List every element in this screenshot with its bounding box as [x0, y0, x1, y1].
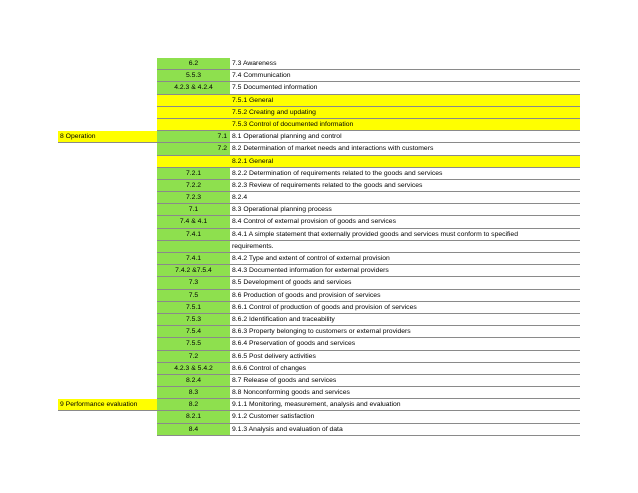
- old-clause-cell[interactable]: 6.2: [157, 58, 230, 70]
- old-clause-cell[interactable]: 8.2.1: [157, 411, 230, 423]
- old-clause-cell[interactable]: 7.2.2: [157, 180, 230, 192]
- table-row: [58, 424, 580, 436]
- new-clause-cell[interactable]: 9.1.1 Monitoring, measurement, analysis and evaluation: [232, 401, 401, 409]
- table-row: [58, 338, 580, 350]
- old-clause-cell[interactable]: 7.5.3: [157, 314, 230, 326]
- table-row: [58, 241, 580, 253]
- new-clause-cell[interactable]: 8.4.1 A simple statement that externally provided goods and services must conform to specified: [232, 230, 518, 238]
- clause-group-cell[interactable]: [58, 58, 157, 70]
- clause-group-cell[interactable]: [58, 180, 157, 192]
- clause-group-cell[interactable]: [58, 253, 157, 265]
- table-row: [58, 70, 580, 82]
- new-clause-cell[interactable]: 7.5.2 Creating and updating: [230, 107, 580, 119]
- new-clause-cell[interactable]: 7.5.3 Control of documented information: [230, 119, 580, 131]
- old-clause-cell[interactable]: 7.3: [157, 277, 230, 289]
- new-clause-cell[interactable]: 8.4.3 Documented information for external providers: [232, 267, 389, 275]
- new-clause-cell[interactable]: 8.6.2 Identification and traceability: [232, 315, 335, 323]
- clause-group-cell[interactable]: [58, 387, 157, 399]
- table-row: [58, 253, 580, 265]
- new-clause-cell[interactable]: 8.6.4 Preservation of goods and services: [232, 340, 356, 348]
- new-clause-cell[interactable]: 8.2.4: [232, 194, 248, 202]
- clause-group-cell[interactable]: [58, 314, 157, 326]
- clause-group-cell[interactable]: [58, 363, 157, 375]
- table-row: [58, 107, 580, 119]
- table-row: [58, 156, 580, 168]
- clause-group-cell[interactable]: [58, 326, 157, 338]
- clause-group-cell[interactable]: [58, 192, 157, 204]
- table-row: [58, 290, 580, 302]
- table-row: [58, 411, 580, 423]
- clause-group-cell[interactable]: [58, 241, 157, 253]
- old-clause-cell[interactable]: 7.2.3: [157, 192, 230, 204]
- new-clause-cell[interactable]: 8.6.1 Control of production of goods and provision of services: [232, 303, 417, 311]
- clause-group-cell[interactable]: [58, 168, 157, 180]
- old-clause-cell[interactable]: 7.5: [157, 290, 230, 302]
- old-clause-cell[interactable]: 7.5.1: [157, 302, 230, 314]
- new-clause-cell[interactable]: 8.2.1 General: [230, 156, 580, 168]
- table-row: [58, 363, 580, 375]
- clause-group-cell[interactable]: [58, 156, 157, 168]
- new-clause-cell[interactable]: 7.5.1 General: [230, 95, 580, 107]
- new-clause-cell[interactable]: 8.6.3 Property belonging to customers or external providers: [232, 328, 411, 336]
- clause-group-cell[interactable]: [58, 119, 157, 131]
- old-clause-cell[interactable]: 7.2: [157, 351, 230, 363]
- row-divider: [157, 435, 580, 436]
- table-row: [58, 82, 580, 94]
- table-row: [58, 351, 580, 363]
- table-row: [58, 131, 580, 143]
- clause-group-cell[interactable]: 9 Performance evaluation: [58, 399, 157, 411]
- clause-group-cell[interactable]: [58, 229, 157, 241]
- table-row: [58, 375, 580, 387]
- new-clause-cell[interactable]: 8.6 Production of goods and provision of services: [232, 291, 381, 299]
- clause-group-cell[interactable]: [58, 411, 157, 423]
- clause-group-cell[interactable]: [58, 143, 157, 155]
- new-clause-cell[interactable]: 8.5 Development of goods and services: [232, 279, 352, 287]
- old-clause-cell[interactable]: 7.2: [157, 143, 230, 155]
- old-clause-cell[interactable]: 7.5.5: [157, 338, 230, 350]
- table-row: [58, 168, 580, 180]
- old-clause-cell[interactable]: 8.3: [157, 387, 230, 399]
- old-clause-cell[interactable]: 8.4: [157, 424, 230, 436]
- table-row: [58, 314, 580, 326]
- old-clause-cell[interactable]: 7.1: [157, 131, 230, 143]
- clause-group-cell[interactable]: [58, 302, 157, 314]
- clause-group-cell[interactable]: [58, 216, 157, 228]
- clause-group-cell[interactable]: [58, 265, 157, 277]
- new-clause-cell[interactable]: 8.7 Release of goods and services: [232, 376, 337, 384]
- table-row: [58, 95, 580, 107]
- clause-group-cell[interactable]: [58, 424, 157, 436]
- new-clause-cell[interactable]: 8.1 Operational planning and control: [232, 133, 342, 141]
- new-clause-cell[interactable]: 7.4 Communication: [232, 72, 291, 80]
- clause-group-cell[interactable]: [58, 290, 157, 302]
- table-row: [58, 143, 580, 155]
- new-clause-cell[interactable]: 8.4 Control of external provision of goods and services: [232, 218, 396, 226]
- clause-group-cell[interactable]: [58, 107, 157, 119]
- clause-group-cell[interactable]: 8 Operation: [58, 131, 157, 143]
- table-row: [58, 192, 580, 204]
- table-row: [58, 326, 580, 338]
- clause-group-cell[interactable]: [58, 375, 157, 387]
- old-clause-cell[interactable]: 8.2: [157, 399, 230, 411]
- clause-group-cell[interactable]: [58, 70, 157, 82]
- old-clause-cell[interactable]: 4.2.3 & 5.4.2: [157, 363, 230, 375]
- new-clause-cell[interactable]: 7.3 Awareness: [232, 60, 277, 67]
- old-clause-cell[interactable]: 7.4 & 4.1: [157, 216, 230, 228]
- table-row: [58, 58, 580, 70]
- table-row: [58, 119, 580, 131]
- old-clause-cell[interactable]: 5.5.3: [157, 70, 230, 82]
- new-clause-cell[interactable]: 8.8 Nonconforming goods and services: [232, 389, 350, 397]
- new-clause-cell[interactable]: 9.1.3 Analysis and evaluation of data: [232, 425, 343, 433]
- table-row: [58, 229, 580, 241]
- new-clause-cell[interactable]: 8.2 Determination of market needs and interactions with customers: [232, 145, 434, 153]
- table-row: [58, 265, 580, 277]
- table-row: [58, 387, 580, 399]
- new-clause-cell[interactable]: requirements.: [232, 242, 274, 250]
- new-clause-cell[interactable]: 8.6.5 Post delivery activities: [232, 352, 316, 360]
- new-clause-cell[interactable]: 8.2.2 Determination of requirements related to the goods and services: [232, 169, 443, 177]
- table-row: [58, 302, 580, 314]
- old-clause-cell[interactable]: 7.5.4: [157, 326, 230, 338]
- table-row: [58, 277, 580, 289]
- new-clause-cell[interactable]: 8.4.2 Type and extent of control of external provision: [232, 255, 390, 262]
- new-clause-cell[interactable]: 7.5 Documented information: [232, 84, 318, 92]
- old-clause-cell[interactable]: 7.1: [157, 204, 230, 216]
- clause-group-cell[interactable]: [58, 82, 157, 94]
- old-clause-cell[interactable]: 7.4.1: [157, 229, 230, 241]
- new-clause-cell[interactable]: 9.1.2 Customer satisfaction: [232, 413, 315, 421]
- old-clause-cell[interactable]: 7.4.2 &7.5.4: [157, 265, 230, 277]
- clause-group-cell[interactable]: [58, 277, 157, 289]
- spreadsheet-table: [58, 58, 580, 436]
- clause-group-cell[interactable]: [58, 351, 157, 363]
- table-row: [58, 216, 580, 228]
- table-row: [58, 180, 580, 192]
- table-row: [58, 399, 580, 411]
- old-clause-cell[interactable]: 7.2.1: [157, 168, 230, 180]
- new-clause-cell[interactable]: 8.2.3 Review of requirements related to the goods and services: [232, 181, 423, 189]
- table-row: [58, 204, 580, 216]
- clause-group-cell[interactable]: [58, 95, 157, 107]
- clause-group-cell[interactable]: [58, 338, 157, 350]
- clause-group-cell[interactable]: [58, 204, 157, 216]
- new-clause-cell[interactable]: 8.6.6 Control of changes: [232, 364, 307, 372]
- old-clause-cell[interactable]: 7.4.1: [157, 253, 230, 265]
- old-clause-cell[interactable]: 8.2.4: [157, 375, 230, 387]
- new-clause-cell[interactable]: 8.3 Operational planning process: [232, 206, 332, 214]
- old-clause-cell[interactable]: 4.2.3 & 4.2.4: [157, 82, 230, 94]
